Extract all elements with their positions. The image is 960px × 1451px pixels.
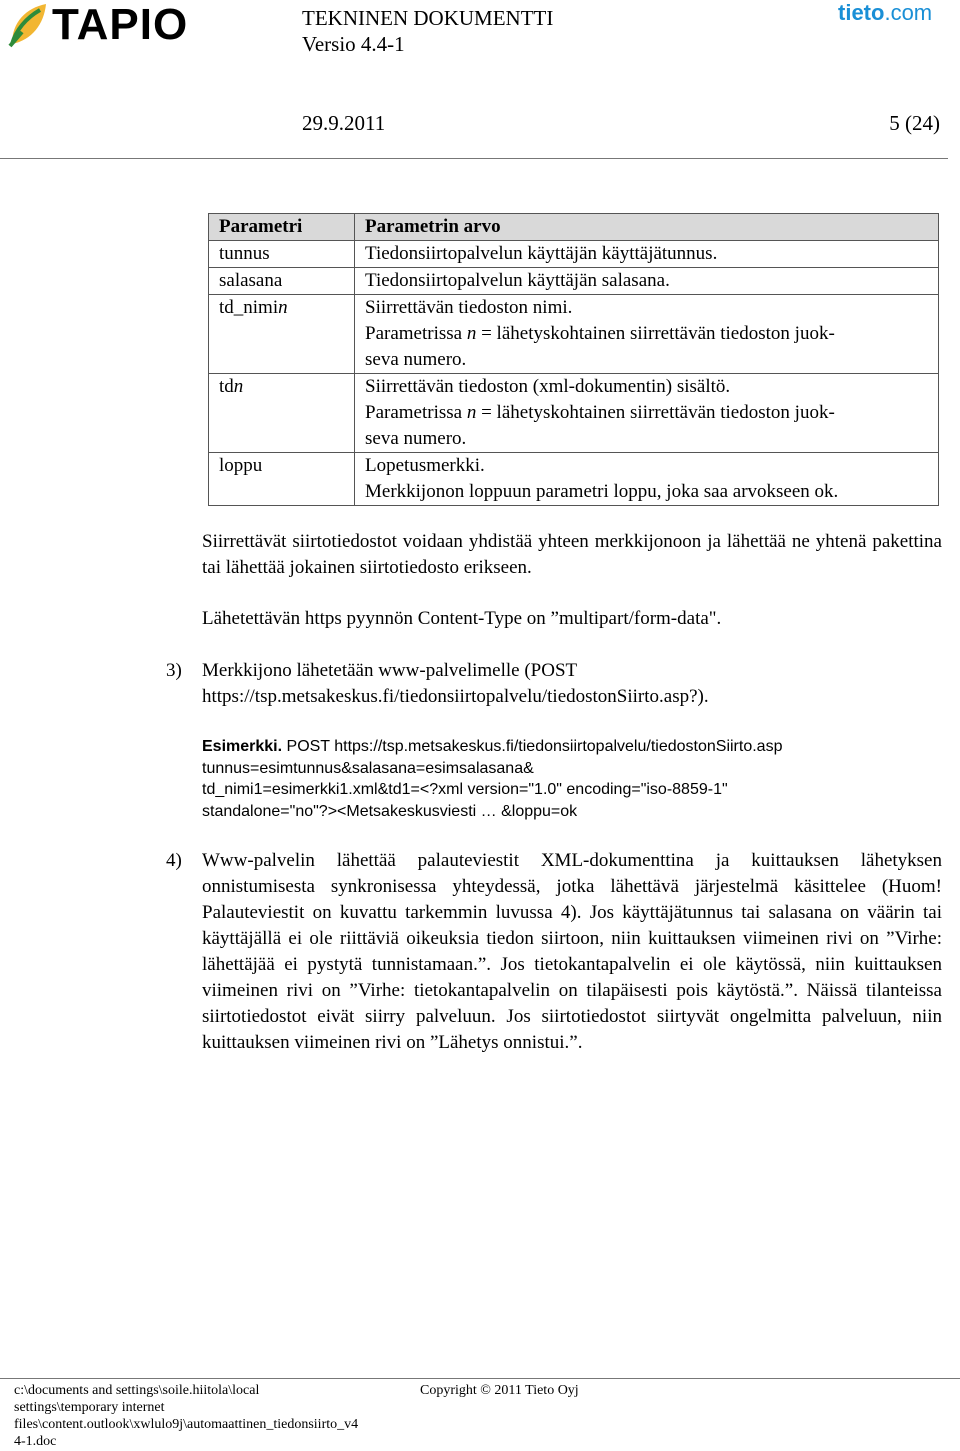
example-line [202,736,922,758]
note-text: Parametrissa [365,323,467,344]
document-date: 29.9.2011 [302,111,386,135]
table-row [209,295,939,374]
param-value-note-cont: seva numero. [365,349,467,370]
tieto-logo-main: tieto [838,0,885,25]
param-name [209,295,355,374]
column-header-parameter: Parametri [209,214,355,241]
tapio-leaf-icon [8,2,50,48]
list-number-3: 3) [166,660,182,681]
header-divider [0,158,948,159]
param-value-line: Lopetusmerkki. [365,455,485,476]
param-value [355,374,939,453]
list-item-3-url: https://tsp.metsakeskus.fi/tiedonsiirtopalvelu/tiedostonSiirto.asp?). [202,686,709,707]
table-row [209,374,939,453]
tieto-logo [838,0,932,26]
note-text: Parametrissa [365,402,467,423]
table-row [209,268,939,295]
param-value-line: Siirrettävän tiedoston nimi. [365,297,573,318]
table-row [209,453,939,506]
parameter-table [208,213,939,506]
param-value: Tiedonsiirtopalvelun käyttäjän salasana. [355,268,939,295]
example-block [202,736,922,822]
list-item-3 [202,658,942,710]
param-name-prefix: td [219,376,234,397]
tapio-logo [8,2,230,48]
note-italic: n [466,323,477,344]
tieto-logo-suffix: .com [884,0,933,25]
param-value [355,295,939,374]
column-header-value: Parametrin arvo [355,214,939,241]
list-number-4: 4) [166,850,182,871]
param-name-italic: n [233,376,244,397]
param-name [209,374,355,453]
footer-copyright: Copyright © 2011 Tieto Oyj [420,1383,579,1398]
param-name-prefix: td_nimi [219,297,279,318]
table-row [209,241,939,268]
tapio-wordmark: TAPIO [52,0,189,49]
document-title: TEKNINEN DOKUMENTTI [302,6,554,30]
list-item-3-line: Merkkijono lähetetään www-palvelimelle (POST [202,660,578,681]
example-line: standalone="no"?><Metsakeskusviesti … &loppu=ok [202,802,578,820]
example-label: Esimerkki. [202,738,283,755]
paragraph-combine-files: Siirrettävät siirtotiedostot voidaan yhdistää yhteen merkkijonoon ja lähettää ne yhtenä pakettina tai lähettää jokainen siirtotiedosto erikseen. [202,531,942,578]
param-name-italic: n [278,297,288,318]
param-value-note-cont: seva numero. [365,428,467,449]
paragraph-content-type: Lähetettävän https pyynnön Content-Type on ”multipart/form-data". [202,608,722,629]
note-italic: n [466,402,477,423]
param-name: tunnus [209,241,355,268]
param-value [355,453,939,506]
example-line: td_nimi1=esimerkki1.xml&td1=<?xml version="1.0" encoding="iso-8859-1" [202,781,728,798]
param-value-line: Merkkijonon loppuun parametri loppu, joka saa arvokseen ok. [365,481,839,502]
table-header-row [209,214,939,241]
list-item-4: Www-palvelin lähettää palauteviestit XML-dokumenttina ja kuittauksen lähetyksen onnistumisesta synkronisessa yhteydessä, jotka lähettävä järjestelmä käsittelee (Huom! Palauteviestit on kuvattu tarkemmin luvussa 4). Jos käyttäjätunnus tai salasana on väärin tai käyttäjällä ei ole riittäviä oikeuksia tiedon siirtoon, niin kuittauksen viimeinen rivi on ”Virhe: lähettäjää ei pystytä tunnistamaan.”. Jos tietokantapalvelin ei ole käytössä, niin kuittauksen viimeinen rivi on ”Virhe: tietokantapalvelin on tilapäisesti pois käytöstä.”. Näissä tilanteissa siirtotiedostot eivät siirry palveluun. Jos siirtotiedostot siirtyvät ongelmitta palveluun, niin kuittauksen viimeinen rivi on ”Lähetys onnistui.”. [202,850,942,1053]
note-text: = lähetyskohtainen siirrettävän tiedoston juok- [476,323,835,344]
param-value-line: Siirrettävän tiedoston (xml-dokumentin) sisältö. [365,376,731,397]
page-number: 5 (24) [889,111,940,135]
document-version: Versio 4.4-1 [302,32,405,56]
example-line: tunnus=esimtunnus&salasana=esimsalasana& [202,759,534,777]
param-value: Tiedonsiirtopalvelun käyttäjän käyttäjätunnus. [355,241,939,268]
param-name: loppu [209,453,355,506]
footer-divider [0,1378,960,1379]
param-name: salasana [209,268,355,295]
footer-file-path: c:\documents and settings\soile.hiitola\local settings\temporary internet files\content.outlook\xwlulo9j\automaattinen_tiedonsiirto_v4 4-1.doc [14,1383,359,1449]
param-value-note [365,321,928,347]
example-text: POST https://tsp.metsakeskus.fi/tiedonsiirtopalvelu/tiedostonSiirto.asp [286,738,783,755]
note-text: = lähetyskohtainen siirrettävän tiedoston juok- [476,402,835,423]
param-value-note [365,400,928,426]
